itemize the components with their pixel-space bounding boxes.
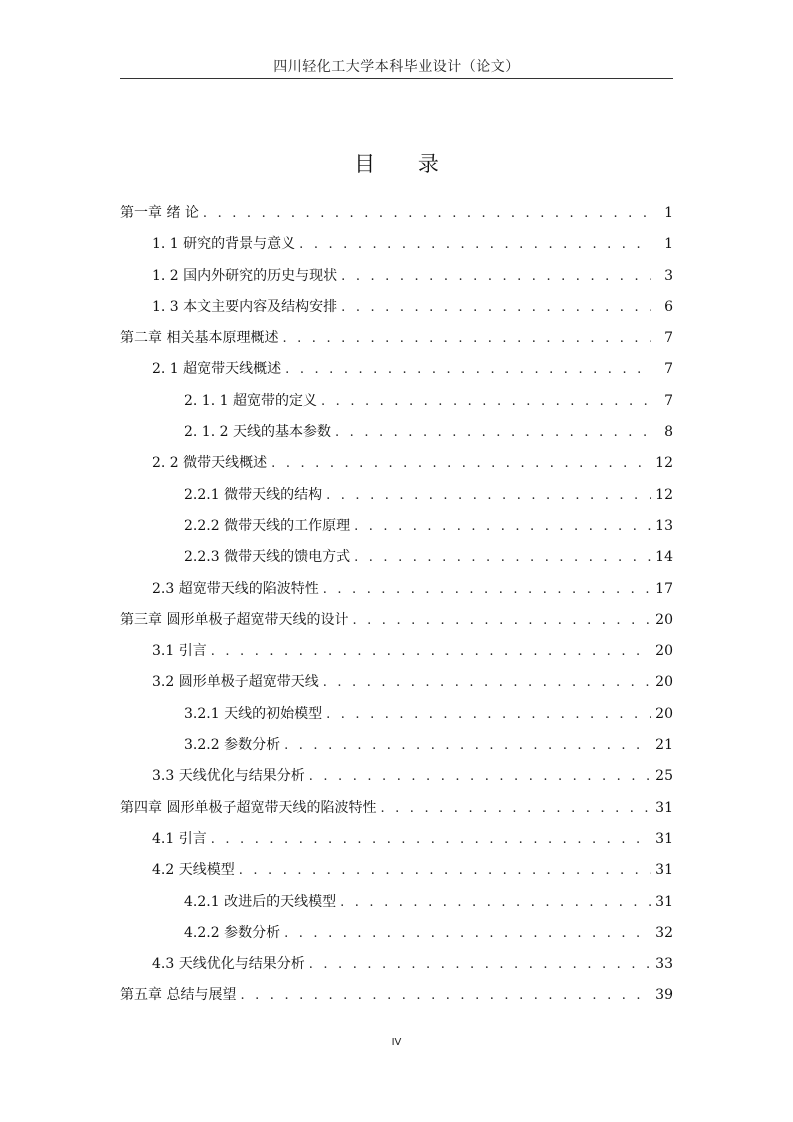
toc-entry[interactable] — [120, 699, 673, 730]
header-rule — [120, 78, 673, 79]
toc-entry[interactable] — [120, 354, 673, 385]
toc-entry-page: 25 — [655, 768, 673, 785]
toc-entry-label: 第四章 圆形单极子超宽带天线的陷波特性 — [120, 799, 377, 816]
toc-entry-label: 3.1 引言 — [152, 643, 207, 660]
toc-entry-page: 7 — [664, 361, 673, 378]
toc-entry-page: 20 — [655, 611, 673, 628]
toc-dot-leader — [211, 824, 651, 855]
toc-dot-leader — [354, 542, 651, 573]
toc-entry-page: 32 — [655, 924, 673, 941]
toc-entry-page: 33 — [655, 956, 673, 973]
toc-entry-page: 31 — [655, 893, 673, 910]
toc-entry-page: 3 — [664, 267, 673, 284]
toc-entry-page: 1 — [664, 205, 673, 221]
toc-entry[interactable] — [120, 918, 673, 949]
toc-entry-label: 2. 2 微带天线概述 — [152, 455, 268, 472]
toc-dot-leader — [203, 198, 651, 229]
toc-entry[interactable] — [120, 198, 673, 229]
toc-entry[interactable] — [120, 605, 673, 636]
toc-entry[interactable] — [120, 824, 673, 855]
toc-entry-page: 31 — [655, 830, 673, 847]
toc-entry[interactable] — [120, 480, 673, 511]
toc-entry[interactable] — [120, 793, 673, 824]
toc-dot-leader — [326, 480, 651, 511]
toc-dot-leader — [284, 730, 651, 761]
page-header: 四川轻化工大学本科毕业设计（论文） — [273, 59, 520, 75]
toc-entry[interactable] — [120, 730, 673, 761]
toc-entry-label: 第五章 总结与展望 — [120, 987, 237, 1004]
toc-entry[interactable] — [120, 386, 673, 417]
toc-dot-leader — [341, 261, 651, 292]
toc-dot-leader — [321, 386, 651, 417]
toc-entry-label: 2. 1. 2 天线的基本参数 — [184, 424, 331, 441]
toc-dot-leader — [380, 793, 651, 824]
toc-entry-label: 第一章 绪 论 — [120, 205, 199, 221]
toc-entry-label: 4.2.1 改进后的天线模型 — [184, 893, 337, 910]
toc-entry-page: 12 — [655, 486, 673, 503]
toc-dot-leader — [239, 855, 651, 886]
toc-entry-label: 1. 3 本文主要内容及结构安排 — [152, 298, 338, 315]
toc-entry-page: 39 — [655, 987, 673, 1004]
toc-entry-label: 1. 1 研究的背景与意义 — [152, 236, 296, 253]
toc-entry-label: 4.2.2 参数分析 — [184, 924, 281, 941]
toc-dot-leader — [341, 292, 651, 323]
toc-dot-leader — [284, 918, 651, 949]
toc-dot-leader — [335, 417, 651, 448]
toc-entry-label: 2. 1. 1 超宽带的定义 — [184, 392, 317, 409]
table-of-contents — [120, 198, 673, 1012]
toc-dot-leader — [340, 887, 651, 918]
toc-entry-label: 4.1 引言 — [152, 830, 207, 847]
toc-entry-page: 7 — [664, 330, 673, 347]
toc-dot-leader — [309, 949, 651, 980]
toc-dot-leader — [211, 636, 651, 667]
toc-entry-label: 第三章 圆形单极子超宽带天线的设计 — [120, 611, 349, 628]
toc-entry-page: 14 — [655, 549, 673, 566]
toc-dot-leader — [285, 354, 651, 385]
toc-entry-label: 2.2.1 微带天线的结构 — [184, 486, 323, 503]
toc-entry-label: 2.2.3 微带天线的馈电方式 — [184, 549, 351, 566]
toc-entry-page: 12 — [655, 455, 673, 472]
toc-entry-page: 17 — [655, 580, 673, 597]
toc-entry-page: 13 — [655, 517, 673, 534]
toc-entry-page: 1 — [664, 236, 673, 253]
toc-dot-leader — [326, 699, 651, 730]
toc-entry[interactable] — [120, 417, 673, 448]
toc-entry[interactable] — [120, 949, 673, 980]
toc-entry[interactable] — [120, 292, 673, 323]
toc-entry[interactable] — [120, 887, 673, 918]
toc-entry[interactable] — [120, 542, 673, 573]
toc-entry-label: 3.3 天线优化与结果分析 — [152, 768, 305, 785]
toc-entry[interactable] — [120, 229, 673, 260]
toc-entry[interactable] — [120, 574, 673, 605]
toc-dot-leader — [352, 605, 651, 636]
toc-entry-label: 2.2.2 微带天线的工作原理 — [184, 517, 351, 534]
toc-entry-label: 3.2.1 天线的初始模型 — [184, 705, 323, 722]
toc-entry[interactable] — [120, 667, 673, 698]
toc-entry-page: 20 — [655, 705, 673, 722]
toc-entry-label: 3.2.2 参数分析 — [184, 737, 281, 754]
toc-entry-page: 7 — [664, 392, 673, 409]
toc-entry-label: 第二章 相关基本原理概述 — [120, 330, 279, 347]
toc-dot-leader — [240, 980, 651, 1011]
toc-entry-label: 3.2 圆形单极子超宽带天线 — [152, 674, 319, 691]
toc-entry[interactable] — [120, 323, 673, 354]
toc-dot-leader — [271, 448, 651, 479]
toc-title: 目 录 — [354, 152, 457, 176]
toc-entry[interactable] — [120, 980, 673, 1011]
toc-entry[interactable] — [120, 511, 673, 542]
toc-entry-page: 31 — [655, 799, 673, 816]
toc-entry-page: 20 — [655, 674, 673, 691]
toc-entry[interactable] — [120, 636, 673, 667]
toc-entry-label: 1. 2 国内外研究的历史与现状 — [152, 267, 338, 284]
toc-entry-label: 4.3 天线优化与结果分析 — [152, 956, 305, 973]
toc-entry-label: 2. 1 超宽带天线概述 — [152, 361, 282, 378]
toc-entry-page: 31 — [655, 862, 673, 879]
toc-dot-leader — [282, 323, 651, 354]
toc-dot-leader — [299, 229, 651, 260]
toc-entry-label: 4.2 天线模型 — [152, 862, 235, 879]
toc-entry[interactable] — [120, 448, 673, 479]
toc-dot-leader — [323, 667, 651, 698]
toc-dot-leader — [354, 511, 651, 542]
toc-dot-leader — [309, 761, 651, 792]
toc-entry-label: 2.3 超宽带天线的陷波特性 — [152, 580, 319, 597]
toc-entry[interactable] — [120, 261, 673, 292]
toc-entry-page: 21 — [655, 737, 673, 754]
toc-entry-page: 20 — [655, 643, 673, 660]
toc-dot-leader — [323, 574, 651, 605]
toc-entry[interactable] — [120, 855, 673, 886]
toc-entry[interactable] — [120, 761, 673, 792]
toc-entry-page: 6 — [664, 298, 673, 315]
page-number: IV — [391, 1037, 402, 1048]
toc-entry-page: 8 — [664, 424, 673, 441]
